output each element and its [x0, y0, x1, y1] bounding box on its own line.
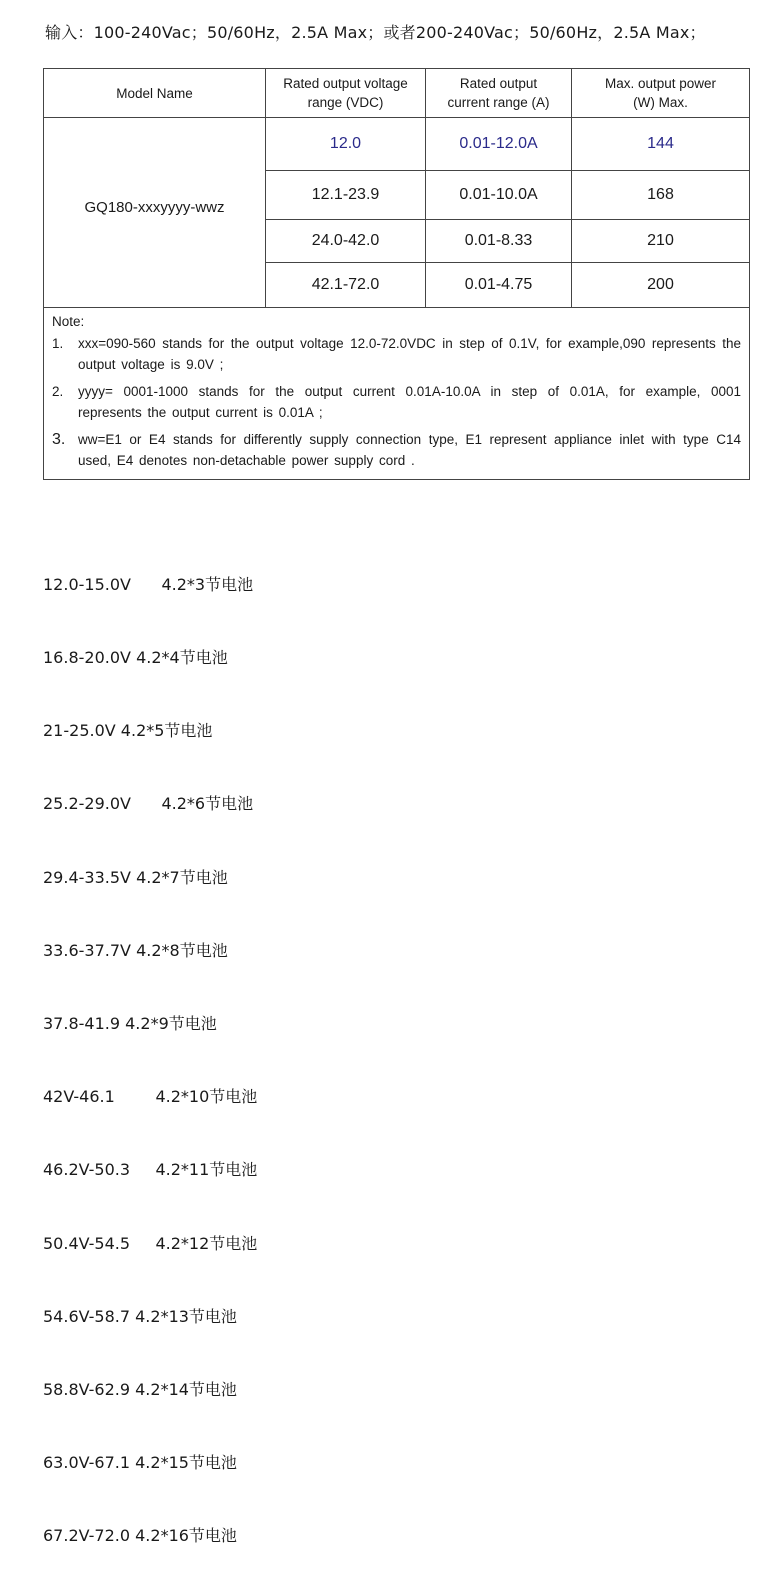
- list-item: 16.8-20.0V 4.2*4节电池: [43, 648, 228, 668]
- note-text: xxx=090-560 stands for the output voltage 12.0-72.0VDC in step of 0.1V, for example,090 represents the output voltage is 9.0V ;: [78, 336, 741, 372]
- list-item: 42V-46.1 4.2*10节电池: [43, 1087, 258, 1107]
- note-item: [52, 333, 741, 375]
- note-cell: [44, 308, 750, 480]
- note-title: Note:: [52, 314, 85, 329]
- list-item: 54.6V-58.7 4.2*13节电池: [43, 1306, 237, 1326]
- header-row: [44, 69, 750, 118]
- list-item: 46.2V-50.3 4.2*11节电池: [43, 1160, 258, 1180]
- header-voltage: Rated output voltage range (VDC): [266, 69, 426, 118]
- voltage-cell: 12.1-23.9: [266, 171, 426, 220]
- note-number: 3.: [52, 431, 66, 448]
- header-model: Model Name: [44, 69, 266, 118]
- model-name: GQ180-xxxyyyy-wwz: [44, 118, 266, 308]
- voltage-cell: 42.1-72.0: [266, 263, 426, 308]
- input-spec: 输入：100-240Vac；50/60Hz，2.5A Max；或者200-240Vac；50/60Hz，2.5A Max；: [45, 23, 706, 42]
- note-item: [52, 429, 741, 471]
- list-item: 21-25.0V 4.2*5节电池: [43, 721, 213, 741]
- battery-list: [43, 524, 257, 1573]
- spec-table: [43, 68, 750, 480]
- list-item: 50.4V-54.5 4.2*12节电池: [43, 1233, 258, 1253]
- header-current: Rated output current range (A): [426, 69, 572, 118]
- note-text: ww=E1 or E4 stands for differently supply connection type, E1 represent appliance inlet with type C14 used, E4 denotes non-detachable power supply cord .: [78, 432, 741, 468]
- list-item: 58.8V-62.9 4.2*14节电池: [43, 1380, 237, 1400]
- note-item: [52, 381, 741, 423]
- voltage-cell: 24.0-42.0: [266, 220, 426, 263]
- list-item: 12.0-15.0V 4.2*3节电池: [43, 574, 254, 594]
- list-item: 25.2-29.0V 4.2*6节电池: [43, 794, 254, 814]
- list-item: 63.0V-67.1 4.2*15节电池: [43, 1453, 237, 1473]
- list-item: 33.6-37.7V 4.2*8节电池: [43, 940, 228, 960]
- note-number: 1.: [52, 336, 64, 351]
- voltage-cell: 12.0: [266, 118, 426, 171]
- table-row: [44, 118, 750, 171]
- list-item: 67.2V-72.0 4.2*16节电池: [43, 1526, 237, 1546]
- list-item: 29.4-33.5V 4.2*7节电池: [43, 867, 228, 887]
- header-power: Max. output power (W) Max.: [572, 69, 750, 118]
- power-cell: 144: [572, 118, 750, 171]
- current-cell: 0.01-12.0A: [426, 118, 572, 171]
- note-number: 2.: [52, 384, 64, 399]
- power-cell: 200: [572, 263, 750, 308]
- current-cell: 0.01-10.0A: [426, 171, 572, 220]
- note-text: yyyy= 0001-1000 stands for the output current 0.01A-10.0A in step of 0.01A, for example, 0001 represents the output current is 0.01A ;: [78, 384, 741, 420]
- current-cell: 0.01-8.33: [426, 220, 572, 263]
- note-row: [44, 308, 750, 480]
- power-cell: 210: [572, 220, 750, 263]
- power-cell: 168: [572, 171, 750, 220]
- current-cell: 0.01-4.75: [426, 263, 572, 308]
- list-item: 37.8-41.9 4.2*9节电池: [43, 1014, 217, 1034]
